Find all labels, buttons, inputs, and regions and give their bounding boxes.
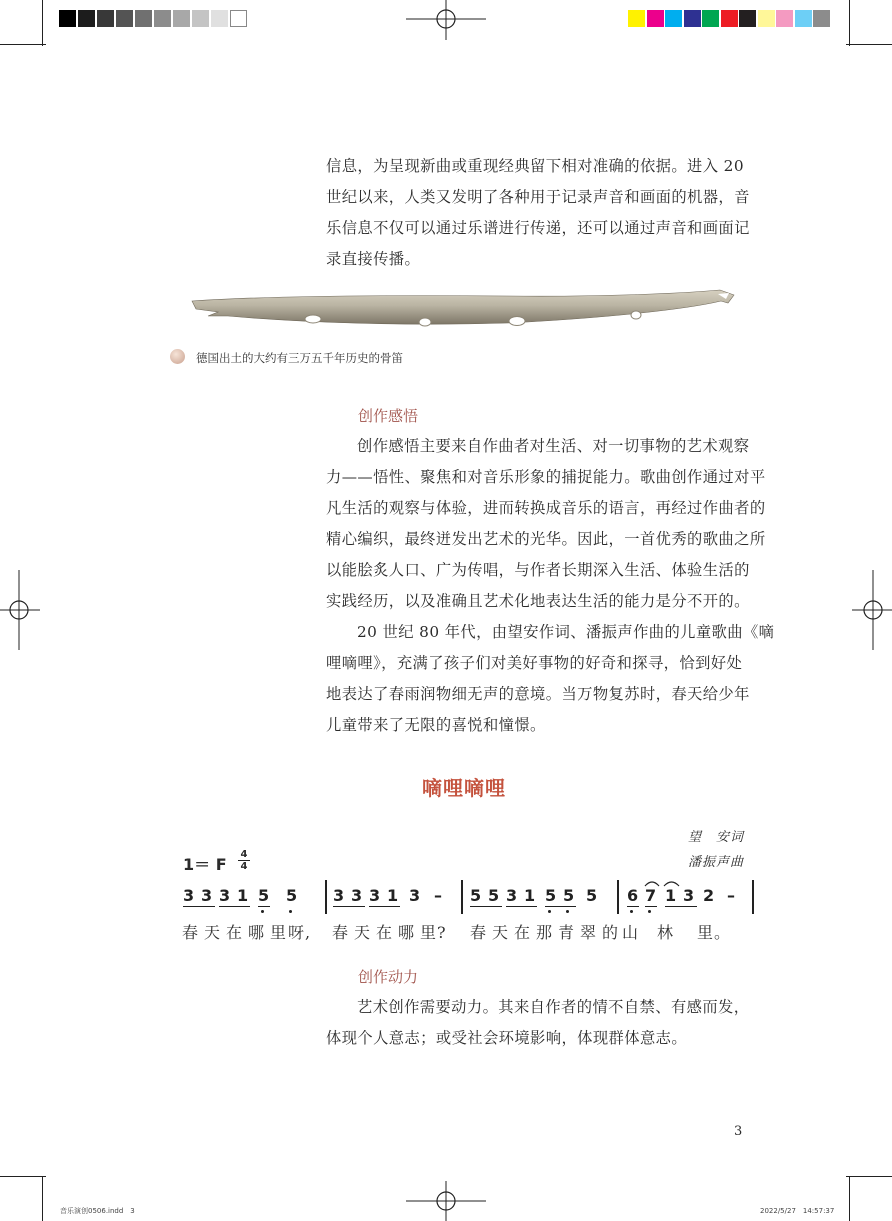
color-swatch [795,10,812,27]
gray-swatch [230,10,247,27]
lyric: 里? [420,923,447,942]
note: 5 [470,886,482,905]
gray-swatch [173,10,190,27]
octave-dot [566,910,569,913]
lyricist-credit: 望 安词 [688,830,745,845]
crop-mark [846,1176,892,1177]
text-line: 精心编织，最终迸发出艺术的光华。因此，一首优秀的歌曲之所 [326,530,766,548]
registration-mark-bottom [406,1181,486,1221]
slur-arc [663,879,680,887]
gray-swatch [154,10,171,27]
lyric: 春 [182,923,200,942]
registration-mark-left [0,570,40,650]
text-line: 地表达了春雨润物细无声的意境。当万物复苏时，春天给少年 [326,685,750,703]
note: 5 [286,886,298,905]
lyric: 在 [226,923,244,942]
crop-mark [42,1176,43,1221]
registration-mark-top [406,0,486,40]
lyric: 山 [622,923,640,942]
note: 5 [586,886,598,905]
duration-underline [219,906,250,907]
lyric: 里 [270,923,288,942]
note: 1 [524,886,536,905]
note: 5 [488,886,500,905]
gray-swatch [78,10,95,27]
section2-paragraph [326,992,760,1054]
file-slug: 音乐演创0506.indd 3 [60,1207,135,1215]
lyric: 天 [204,923,222,942]
crop-mark [849,0,850,46]
gray-swatch [59,10,76,27]
note: 3 [351,886,363,905]
lyric: 在 [514,923,532,942]
note: 7 [645,886,657,905]
time-signature [238,849,250,872]
text-line: 力——悟性、聚焦和对音乐形象的捕捉能力。歌曲创作通过对平 [326,468,766,486]
note: 3 [409,886,421,905]
duration-underline [183,906,215,907]
color-swatch [758,10,775,27]
note: 5 [563,886,575,905]
lyric: 的 [602,923,620,942]
song-title: 嘀哩嘀哩 [422,776,506,800]
section-title: 创作感悟 [358,407,419,425]
gray-swatch [211,10,228,27]
lyric: 天 [354,923,372,942]
duration-underline [545,906,576,907]
note: 5 [258,886,270,905]
note: 3 [683,886,695,905]
time-signature-bottom: 4 [238,860,250,872]
text-line: 创作感悟主要来自作曲者对生活、对一切事物的艺术观察 [357,437,750,455]
crop-mark [849,1176,850,1221]
lyric: 里。 [697,923,732,942]
text-line: 体现个人意志；或受社会环境影响，体现群体意志。 [326,1029,688,1047]
text-line: 信息，为呈现新曲或重现经典留下相对准确的依据。进入 20 [326,157,744,175]
note: 3 [219,886,231,905]
duration-underline [645,906,657,907]
crop-mark [0,44,46,45]
note: 3 [183,886,195,905]
text-line: 乐信息不仅可以通过乐谱进行传递，还可以通过声音和画面记 [326,219,750,237]
duration-underline [627,906,639,907]
slur-arc [644,879,660,887]
color-swatch [665,10,682,27]
duration-underline [470,906,502,907]
color-swatch [684,10,701,27]
note: 1 [665,886,677,905]
duration-underline [258,906,270,907]
gray-swatch [97,10,114,27]
section1-paragraph-2 [326,617,775,741]
composer-credit: 潘振声曲 [688,855,745,870]
figure-caption: 德国出土的大约有三万五千年历史的骨笛 [196,351,403,365]
text-line: 儿童带来了无限的喜悦和憧憬。 [326,716,546,734]
lyric: 青 [558,923,576,942]
bar-line [325,880,327,914]
text-line: 实践经历，以及准确且艺术化地表达生活的能力是分不开的。 [326,592,750,610]
page-number: 3 [734,1124,743,1139]
note: 3 [506,886,518,905]
bar-line [752,880,754,914]
gray-swatch [192,10,209,27]
octave-dot [648,910,651,913]
note: 2 [703,886,715,905]
color-swatch [628,10,645,27]
note: 3 [201,886,213,905]
time-signature-top: 4 [240,849,248,860]
duration-underline [369,906,400,907]
note: 5 [545,886,557,905]
bone-flute-image [188,285,738,335]
caption-bullet-icon [170,349,185,364]
text-line: 世纪以来，人类又发明了各种用于记录声音和画面的机器，音 [326,188,750,206]
color-swatch [721,10,738,27]
duration-underline [506,906,537,907]
timestamp-slug: 2022/5/27 14:57:37 [760,1207,835,1215]
note: 1 [237,886,249,905]
lyric: 春 [470,923,488,942]
note: 3 [333,886,345,905]
lyric: 春 [332,923,350,942]
gray-swatch [135,10,152,27]
key-signature: 1＝ F [183,855,227,874]
note: – [434,886,442,905]
text-line: 哩嘀哩》，充满了孩子们对美好事物的好奇和探寻，恰到好处 [326,654,743,672]
crop-mark [0,1176,46,1177]
crop-mark [42,0,43,46]
note: 1 [387,886,399,905]
octave-dot [261,910,264,913]
bar-line [461,880,463,914]
lyric: 哪 [248,923,266,942]
duration-underline [333,906,365,907]
text-line: 凡生活的观察与体验，进而转换成音乐的语言，再经过作曲者的 [326,499,766,517]
color-swatch [702,10,719,27]
text-line: 录直接传播。 [326,250,421,268]
octave-dot [630,910,633,913]
lyric: 天 [492,923,510,942]
lyric: 翠 [580,923,598,942]
gray-swatch [116,10,133,27]
section-title: 创作动力 [358,968,419,986]
note: 6 [627,886,639,905]
text-line: 20 世纪 80 年代，由望安作词、潘振声作曲的儿童歌曲《嘀 [357,623,775,641]
duration-underline [665,906,697,907]
color-swatch [813,10,830,27]
bar-line [617,880,619,914]
lyric: 林 [657,923,675,942]
lyric: 呀, [288,923,312,942]
note: – [727,886,735,905]
lyric: 那 [536,923,554,942]
color-swatch [647,10,664,27]
note: 3 [369,886,381,905]
lyric: 在 [376,923,394,942]
lyric: 哪 [398,923,416,942]
text-line: 以能脍炙人口、广为传唱，与作者长期深入生活、体验生活的 [326,561,750,579]
color-swatch [739,10,756,27]
color-swatch [776,10,793,27]
text-line: 艺术创作需要动力。其来自作者的情不自禁、有感而发， [357,998,750,1016]
crop-mark [846,44,892,45]
registration-mark-right [852,570,892,650]
intro-paragraph [326,151,760,275]
octave-dot [289,910,292,913]
octave-dot [548,910,551,913]
section1-paragraph-1 [326,431,766,617]
